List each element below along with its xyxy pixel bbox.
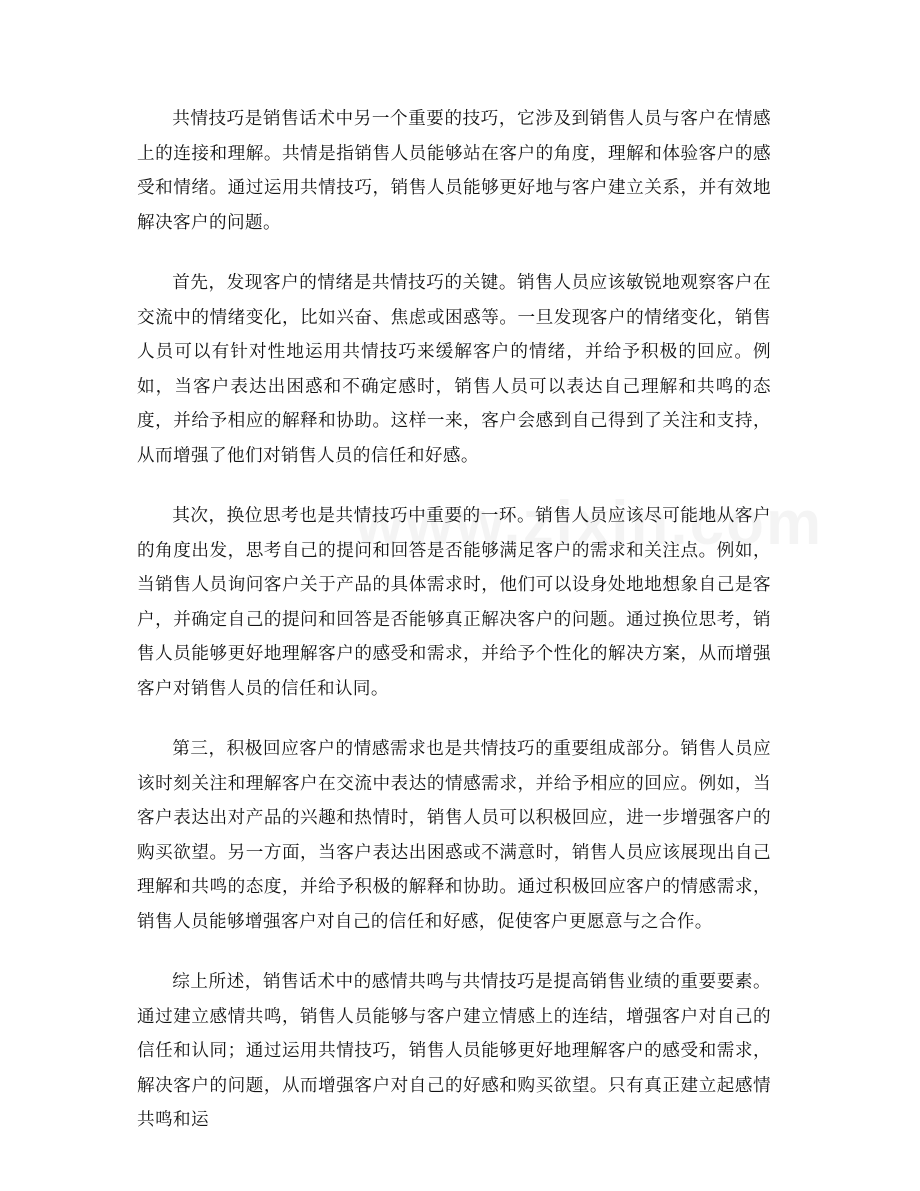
document-body [137, 102, 771, 1164]
paragraph-4: 第三，积极回应客户的情感需求也是共情技巧的重要组成部分。销售人员应该时刻关注和理解客户在交流中表达的情感需求，并给予相应的回应。例如，当客户表达出对产品的兴趣和热情时，销售人员可以积极回应，进一步增强客户的购买欲望。另一方面，当客户表达出困惑或不满意时，销售人员应该展现出自己理解和共鸣的态度，并给予积极的解释和协助。通过积极回应客户的情感需求，销售人员能够增强客户对自己的信任和好感，促使客户更愿意与之合作。 [137, 739, 771, 932]
paragraph-5: 综上所述，销售话术中的感情共鸣与共情技巧是提高销售业绩的重要要素。通过建立感情共鸣，销售人员能够与客户建立情感上的连结，增强客户对自己的信任和认同；通过运用共情技巧，销售人员能够更好地理解客户的感受和需求，解决客户的问题，从而增强客户对自己的好感和购买欲望。只有真正建立起感情共鸣和运 [137, 972, 771, 1130]
paragraph-2: 首先，发现客户的情绪是共情技巧的关键。销售人员应该敏锐地观察客户在交流中的情绪变化，比如兴奋、焦虑或困惑等。一旦发现客户的情绪变化，销售人员可以有针对性地运用共情技巧来缓解客户的情绪，并给予积极的回应。例如，当客户表达出困惑和不确定感时，销售人员可以表达自己理解和共鸣的态度，并给予相应的解释和协助。这样一来，客户会感到自己得到了关注和支持，从而增强了他们对销售人员的信任和好感。 [137, 273, 771, 466]
paragraph-3: 其次，换位思考也是共情技巧中重要的一环。销售人员应该尽可能地从客户的角度出发，思考自己的提问和回答是否能够满足客户的需求和关注点。例如，当销售人员询问客户关于产品的具体需求时，他们可以设身处地地想象自己是客户，并确定自己的提问和回答是否能够真正解决客户的问题。通过换位思考，销售人员能够更好地理解客户的感受和需求，并给予个性化的解决方案，从而增强客户对销售人员的信任和认同。 [137, 506, 771, 699]
paragraph-1: 共情技巧是销售话术中另一个重要的技巧，它涉及到销售人员与客户在情感上的连接和理解。共情是指销售人员能够站在客户的角度，理解和体验客户的感受和情绪。通过运用共情技巧，销售人员能够更好地与客户建立关系，并有效地解决客户的问题。 [137, 109, 771, 233]
